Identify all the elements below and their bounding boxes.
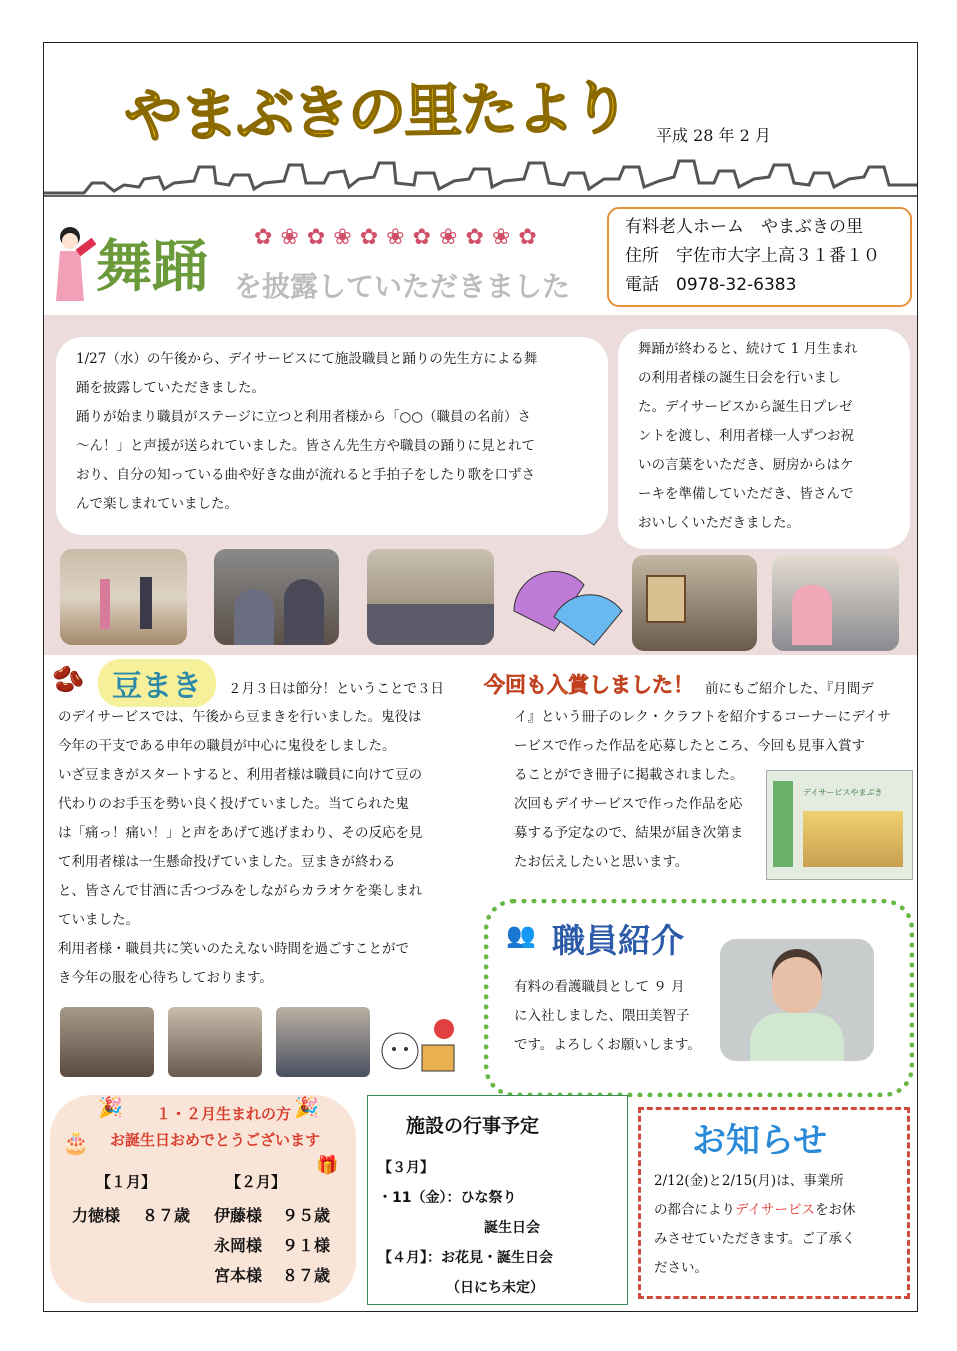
newsletter-page — [43, 42, 918, 1312]
february-age: ８７歳 — [282, 1266, 331, 1285]
birthday-party-line: ントを渡し、利用者様一人ずつお祝 — [638, 428, 854, 444]
audience-photo-1 — [214, 549, 339, 645]
notice-text-line — [654, 1196, 904, 1225]
mamemaki-text-line: 代わりのお手玉を勢い良く投げていました。当てられた鬼 — [58, 796, 409, 812]
dance-text-line: んで楽しまれていました。 — [76, 496, 238, 512]
birthday-party-line: の利用者様の誕生日会を行いまし — [638, 370, 841, 386]
issue-date: 平成 28 年 2 月 — [656, 126, 771, 145]
dance-text-line: 踊を披露していただきました。 — [76, 380, 265, 396]
birthday-party-bubble — [618, 329, 910, 549]
notice-text-line: みさせていただきます。ご了承く — [654, 1231, 856, 1247]
february-label: 【２月】 — [226, 1173, 287, 1191]
confetti-right-icon: 🎉 — [294, 1095, 319, 1119]
mamemaki-photo-2 — [168, 1007, 262, 1077]
mamemaki-photo-3 — [276, 1007, 370, 1077]
award-text-line: ることができ冊子に掲載されました。 — [514, 767, 744, 783]
staff-intro-text — [514, 973, 701, 1060]
birthday-party-line: ーキを準備していただき、皆さんで — [638, 486, 854, 502]
events-march-label: 【３月】 — [378, 1160, 434, 1176]
header-rule — [44, 195, 917, 197]
staff-text-line: です。よろしくお願いします。 — [514, 1037, 701, 1053]
mamemaki-text-line: と、皆さんで甘酒に舌つづみをしながらカラオケを楽しまれ — [58, 883, 423, 899]
february-age: ９１様 — [282, 1236, 331, 1255]
mamemaki-photo-1 — [60, 1007, 154, 1077]
events-march-item-2: 誕生日会 — [484, 1220, 540, 1236]
events-title: 施設の行事予定 — [406, 1115, 540, 1137]
january-label: 【１月】 — [96, 1173, 157, 1191]
birthday-party-line: おいしくいただきました。 — [638, 515, 800, 531]
award-text-line: たお伝えしたいと思います。 — [514, 854, 689, 870]
staff-heading: 職員紹介 — [552, 921, 684, 960]
mamemaki-first-line: ２月３日は節分！ということで３日 — [228, 681, 444, 697]
birthday-title-line1: １・２月生まれの方 — [156, 1105, 292, 1123]
award-text-line: 次回もデイサービスで作った作品を応 — [514, 796, 743, 812]
award-heading: 今回も入賞しました！ — [484, 673, 694, 697]
town-skyline-divider — [44, 153, 917, 198]
magazine-page-photo — [766, 770, 913, 880]
bean-throwing-boy-icon: 🫘 — [52, 665, 85, 695]
oni-mask-bean-box-illustration — [378, 1015, 464, 1077]
day-service-highlight: デイサービス — [735, 1202, 816, 1218]
staff-heading-icon: 👥 — [506, 921, 536, 949]
february-age: ９５歳 — [282, 1206, 331, 1225]
dance-text-line: おり、自分の知っている曲や好きな曲が流れると手拍子をしたり歌を口ずさ — [76, 467, 535, 483]
dance-stage-photo — [60, 549, 187, 645]
notice-text-segment: をお休 — [815, 1202, 856, 1218]
birthday-party-line: いの言葉をいただき、厨房からはケ — [638, 457, 854, 473]
mamemaki-body — [58, 703, 498, 993]
birthday-party-line: 舞踊が終わると、続けて 1 月生まれ — [638, 341, 858, 357]
folding-fans-illustration — [504, 571, 624, 647]
birthday-cake-icon: 🎂 — [62, 1131, 90, 1156]
birthday-title-line2: お誕生日おめでとうございます — [110, 1131, 321, 1149]
staff-portrait-photo — [720, 939, 874, 1061]
award-text-line: イ』という冊子のレク・クラフトを紹介するコーナーにデイサ — [514, 709, 891, 725]
dance-heading: 舞踊 — [96, 235, 208, 300]
facility-address: 住所 宇佐市大字上高３１番１０ — [625, 246, 880, 266]
facility-phone[interactable]: 電話 0978-32-6383 — [625, 275, 797, 295]
mamemaki-text-line: ていました。 — [58, 912, 139, 928]
mamemaki-text-line: は「痛っ！痛い！」と声をあげて逃げまわり、その反応を見 — [58, 825, 423, 841]
award-text-line: ービスで作った作品を応募したところ、今回も見事入賞す — [514, 738, 865, 754]
mamemaki-text-line: て利用者様は一生懸命投げていました。豆まきが終わる — [58, 854, 396, 870]
february-name: 宮本様 — [214, 1266, 263, 1285]
notice-title: お知らせ — [692, 1121, 827, 1161]
award-first-line: 前にもご紹介した、『月間デ — [705, 681, 874, 697]
notice-text-segment: の都合により — [654, 1202, 735, 1218]
dance-text-line: ～ん！」と声援が送られていました。皆さん先生方や職員の踊りに見とれて — [76, 438, 535, 454]
notice-text-line: ださい。 — [654, 1260, 708, 1276]
plum-blossom-garland: ✿❀✿❀✿❀✿❀✿❀✿ — [254, 225, 545, 250]
staff-text-line: 有料の看護職員として ９ 月 — [514, 979, 685, 995]
dancer-illustration — [50, 223, 96, 303]
confetti-left-icon: 🎉 — [98, 1095, 123, 1119]
audience-photo-2 — [367, 549, 494, 645]
january-name: 力徳様 — [72, 1206, 121, 1225]
staff-text-line: に入社しました、隈田美智子 — [514, 1008, 690, 1024]
february-name: 永岡様 — [214, 1236, 263, 1255]
birthday-resident-photo — [772, 555, 899, 651]
events-april-label: 【４月】：お花見・誕生日会 — [378, 1250, 553, 1266]
dance-text-line: 1/27（水）の午後から、デイサービスにて施設職員と踊りの先生方による舞 — [76, 351, 538, 367]
mamemaki-heading: 豆まき — [98, 659, 216, 707]
february-name: 伊藤様 — [214, 1206, 263, 1225]
mamemaki-text-line: いざ豆まきがスタートすると、利用者様は職員に向けて豆の — [58, 767, 423, 783]
newsletter-title: やまぶきの里たより — [123, 73, 629, 151]
birthday-party-line: た。デイサービスから誕生日プレゼ — [638, 399, 853, 415]
events-march-item: ・11（金）：ひな祭り — [378, 1190, 517, 1206]
birthday-gift-icon: 🎁 — [316, 1155, 339, 1176]
january-age: ８７歳 — [142, 1206, 191, 1225]
facility-name: 有料老人ホーム やまぶきの里 — [625, 217, 863, 237]
mamemaki-text-line: き今年の服を心待ちしております。 — [58, 970, 273, 986]
present-handover-photo — [632, 555, 757, 651]
dance-text-line: 踊りが始まり職員がステージに立つと利用者様から「○○（職員の名前）さ — [76, 409, 532, 425]
facility-info-box — [607, 207, 912, 307]
dance-subheading: を披露していただきました — [234, 270, 571, 303]
magazine-label: デイサービスやまぶき — [803, 788, 883, 797]
mamemaki-text-line: 利用者様・職員共に笑いのたえない時間を過ごすことがで — [58, 941, 409, 957]
events-april-note: （日にち未定） — [446, 1280, 544, 1296]
notice-text-line: 2/12(金)と2/15(月)は、事業所 — [654, 1173, 844, 1189]
mamemaki-text-line: のデイサービスでは、午後から豆まきを行いました。鬼役は — [58, 709, 422, 725]
notice-body — [654, 1167, 904, 1283]
award-text-line: 募する予定なので、結果が届き次第ま — [514, 825, 744, 841]
dance-report-bubble — [56, 337, 608, 535]
mamemaki-text-line: 今年の干支である申年の職員が中心に鬼役をしました。 — [58, 738, 396, 754]
